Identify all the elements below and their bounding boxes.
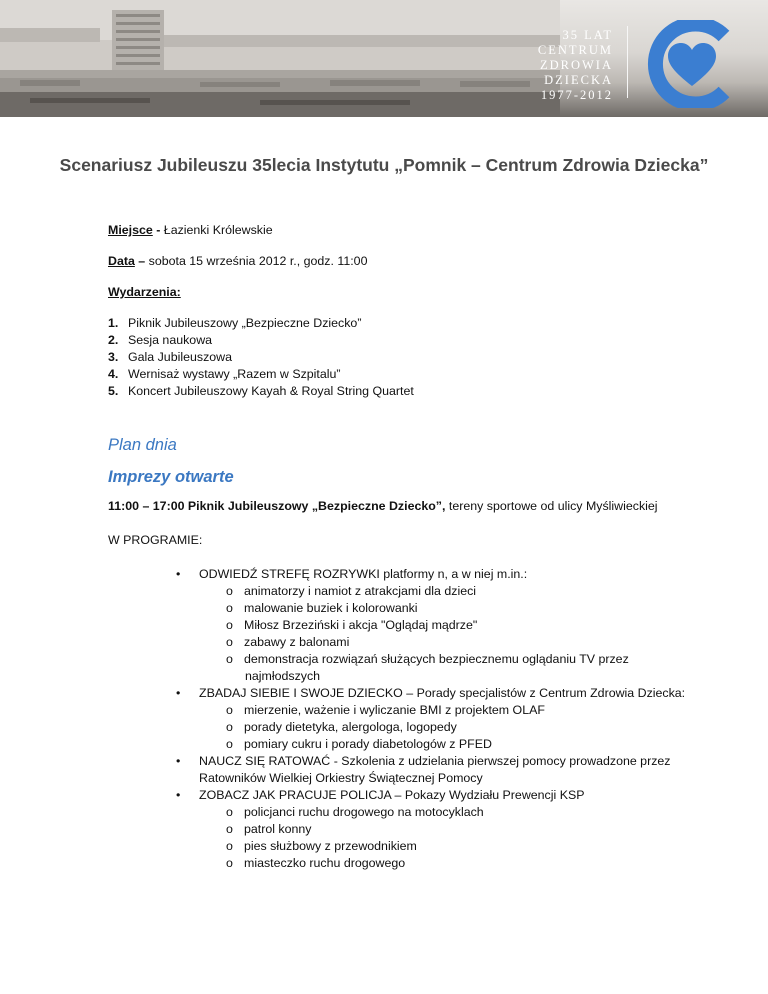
events-heading: Wydarzenia: (108, 285, 181, 299)
sub-item-text: policjanci ruchu drogowego na motocyklach (244, 805, 484, 819)
sub-item-text: pomiary cukru i porady diabetologów z PFED (244, 737, 492, 751)
circle-bullet-icon: o (226, 737, 233, 751)
sub-item-text: patrol konny (244, 822, 312, 836)
sub-list-item (199, 804, 708, 821)
sub-list-item (199, 600, 708, 617)
sub-list-item (199, 651, 708, 668)
sub-list (199, 804, 708, 872)
list-item-text: Wernisaż wystawy „Razem w Szpitalu” (128, 367, 341, 381)
list-item (108, 349, 708, 366)
sub-item-text: pies służbowy z przewodnikiem (244, 839, 417, 853)
sub-item-text: demonstracja rozwiązań służących bezpiecznemu oglądaniu TV przez (244, 652, 629, 666)
place-separator: - (152, 223, 164, 237)
program-item (108, 787, 708, 872)
circle-bullet-icon: o (226, 618, 233, 632)
date-label: Data (108, 254, 135, 268)
list-number: 1. (108, 316, 119, 330)
sub-item-text: zabawy z balonami (244, 635, 350, 649)
czd-heart-logo-icon (640, 20, 745, 108)
sub-item-text: miasteczko ruchu drogowego (244, 856, 406, 870)
place-value: Łazienki Królewskie (163, 223, 273, 237)
banner-divider (627, 26, 628, 98)
anniversary-text (533, 28, 613, 103)
plan-heading: Plan dnia (108, 436, 177, 454)
sub-list-item (199, 736, 708, 753)
program-item-text: ZBADAJ SIEBIE I SWOJE DZIECKO – Porady specjalistów z Centrum Zdrowia Dziecka: (199, 686, 686, 700)
date-separator: – (134, 254, 149, 268)
sub-list-item (199, 719, 708, 736)
date-line (108, 253, 708, 270)
picnic-line (108, 498, 708, 515)
sub-item-continuation: najmłodszych (245, 669, 321, 683)
list-item (108, 383, 708, 400)
program-item (108, 685, 708, 753)
sub-list-item (199, 821, 708, 838)
list-item (108, 366, 708, 383)
list-number: 2. (108, 333, 119, 347)
program-item-text: ODWIEDŹ STREFĘ ROZRYWKI platformy n, a w niej m.in.: (199, 567, 528, 581)
place-label: Miejsce (108, 223, 153, 237)
program-item (108, 566, 708, 685)
program-list (108, 566, 708, 872)
program-item-continuation: Ratowników Wielkiej Orkiestry Świątecznej Pomocy (199, 771, 483, 785)
sub-list-item (199, 634, 708, 651)
banner-line: CENTRUM (537, 43, 613, 57)
sub-list-item (199, 838, 708, 855)
bullet-icon: • (176, 754, 181, 768)
open-events-heading: Imprezy otwarte (108, 468, 234, 486)
picnic-location: tereny sportowe od ulicy Myśliwieckiej (445, 499, 658, 513)
sub-item-text: Miłosz Brzeziński i akcja "Oglądaj mądrze" (244, 618, 478, 632)
bullet-icon: • (176, 788, 181, 802)
banner-line: ZDROWIA (539, 58, 613, 72)
list-item-text: Piknik Jubileuszowy „Bezpieczne Dziecko” (128, 316, 362, 330)
list-number: 4. (108, 367, 119, 381)
header-banner (0, 0, 768, 117)
circle-bullet-icon: o (226, 652, 233, 666)
list-item-text: Koncert Jubileuszowy Kayah & Royal String Quartet (128, 384, 414, 398)
list-item-text: Sesja naukowa (128, 333, 213, 347)
program-item-text: NAUCZ SIĘ RATOWAĆ - Szkolenia z udzielania pierwszej pomocy prowadzone przez (199, 754, 671, 768)
list-item (108, 332, 708, 349)
list-item-text: Gala Jubileuszowa (128, 350, 233, 364)
banner-line: 1977-2012 (540, 88, 613, 102)
circle-bullet-icon: o (226, 720, 233, 734)
list-number: 5. (108, 384, 119, 398)
picnic-time-title: 11:00 – 17:00 Piknik Jubileuszowy „Bezpieczne Dziecko”, (108, 499, 446, 513)
bullet-icon: • (176, 567, 181, 581)
circle-bullet-icon: o (226, 805, 233, 819)
circle-bullet-icon: o (226, 822, 233, 836)
circle-bullet-icon: o (226, 601, 233, 615)
events-list (108, 315, 708, 400)
sub-item-text: porady dietetyka, alergologa, logopedy (244, 720, 457, 734)
document-body (108, 222, 708, 872)
hospital-building-photo (0, 0, 560, 117)
sub-list-item (199, 855, 708, 872)
circle-bullet-icon: o (226, 856, 233, 870)
page-title: Scenariusz Jubileuszu 35lecia Instytutu „Pomnik – Centrum Zdrowia Dziecka” (59, 155, 709, 175)
sub-item-text: animatorzy i namiot z atrakcjami dla dzieci (244, 584, 477, 598)
sub-list (199, 583, 708, 668)
sub-list-item (199, 702, 708, 719)
banner-line: DZIECKA (544, 73, 613, 87)
sub-item-text: mierzenie, ważenie i wyliczanie BMI z projektem OLAF (244, 703, 545, 717)
circle-bullet-icon: o (226, 839, 233, 853)
date-value: sobota 15 września 2012 r., godz. 11:00 (148, 254, 368, 268)
program-item (108, 753, 708, 787)
sub-list-item (199, 583, 708, 600)
circle-bullet-icon: o (226, 584, 233, 598)
list-item (108, 315, 708, 332)
program-item-text: ZOBACZ JAK PRACUJE POLICJA – Pokazy Wydziału Prewencji KSP (199, 788, 585, 802)
sub-item-text: malowanie buziek i kolorowanki (244, 601, 418, 615)
sub-list-item (199, 617, 708, 634)
program-heading: W PROGRAMIE: (108, 533, 203, 547)
place-line (108, 222, 708, 239)
circle-bullet-icon: o (226, 635, 233, 649)
circle-bullet-icon: o (226, 703, 233, 717)
sub-list (199, 702, 708, 753)
bullet-icon: • (176, 686, 181, 700)
banner-line: 35 LAT (562, 28, 613, 42)
list-number: 3. (108, 350, 119, 364)
